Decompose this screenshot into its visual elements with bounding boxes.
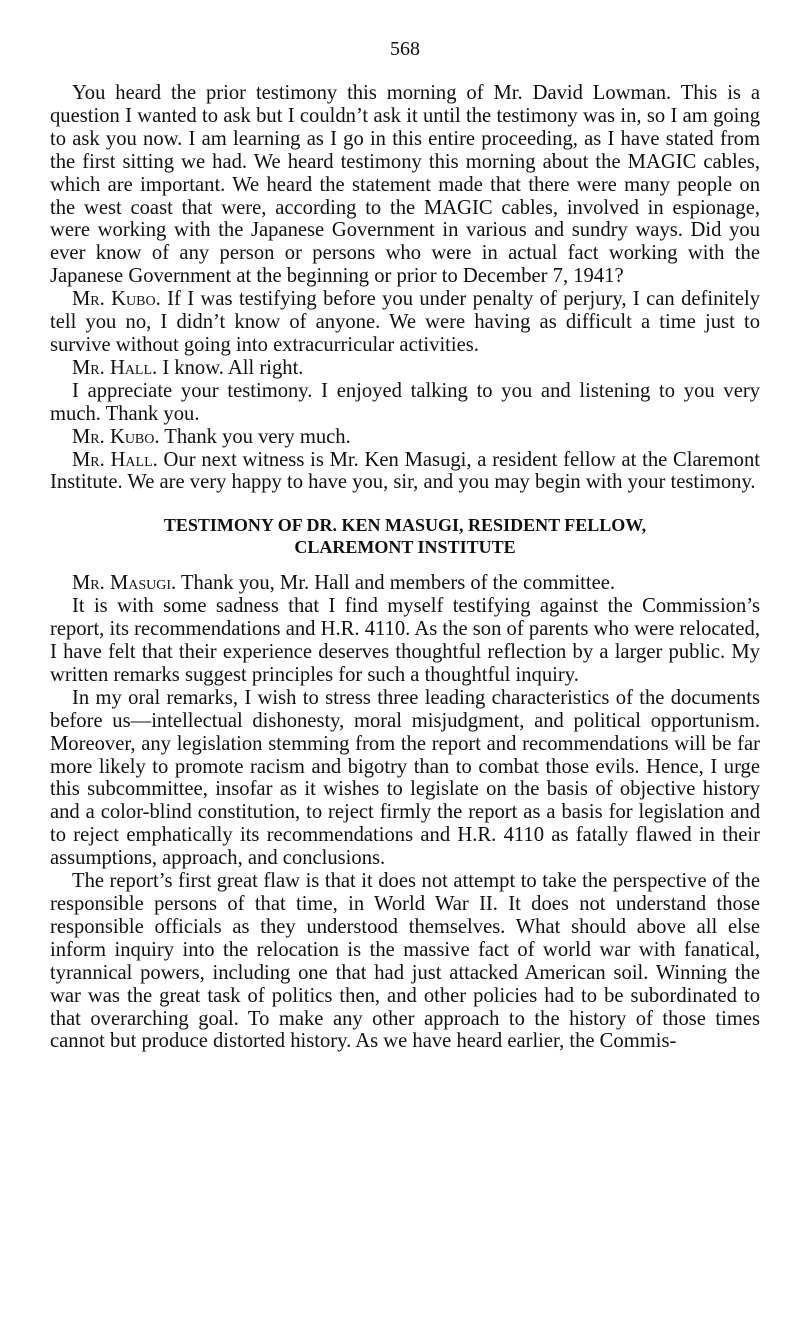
paragraph: In my oral remarks, I wish to stress three leading characteristics of the documents before us—intellectual dishonesty, moral misjudgment, and political opportunism. Moreover, any legislation stemming from the report and recommendations will be far more likely to promote racism and bigotry than to combat those evils. Hence, I urge this subcommittee, insofar as it wishes to legislate on the basis of objective history and a color-blind constitution, to reject firmly the report as a basis for legislation and to reject emphatically its recommendations and H.R. 4110 as fatally flawed in their assumptions, approach, and conclusions. [50,686,760,870]
paragraph: The report’s first great flaw is that it does not attempt to take the perspective of the responsible persons of that time, in World War II. It does not understand those responsible officials as they understood themselves. What should above all else inform inquiry into the relocation is the massive fact of world war with fanatical, tyrannical powers, including one that had just attacked American soil. Winning the war was the great task of politics then, and other policies had to be subordinated to that overarching goal. To make any other approach to the history of those times cannot but produce distorted history. As we have heard earlier, the Commis- [50,870,760,1053]
paragraph [50,449,760,495]
speaker-name: Mr. Kubo. [72,288,161,311]
paragraph: You heard the prior testimony this morning of Mr. David Lowman. This is a question I wanted to ask but I couldn’t ask it until the testimony was in, so I am going to ask you now. I am learning as I go in this entire proceeding, as I have stated from the first sitting we had. We heard testimony this morning about the MAGIC cables, which are important. We heard the statement made that there were many people on the west coast that were, according to the MAGIC cables, involved in espionage, were working with the Japanese Government in various and sundry ways. Did you ever know of any person or persons who were in actual fact working with the Japanese Government at the beginning or prior to December 7, 1941? [50,82,760,288]
speech-text: Thank you very much. [159,425,351,448]
speech-text: Our next witness is Mr. Ken Masugi, a resident fellow at the Claremont Institute. We are very happy to have you, sir, and you may begin with your testimony. [50,448,760,494]
page-number: 568 [390,38,420,60]
speaker-name: Mr. Masugi. [72,572,177,595]
speaker-name: Mr. Hall. [72,448,158,471]
section-heading-line: TESTIMONY OF DR. KEN MASUGI, RESIDENT FELLOW, [163,515,647,536]
paragraph: It is with some sadness that I find myself testifying against the Commission’s report, its recommendations and H.R. 4110. As the son of parents who were relocated, I have felt that their experience deserves thoughtful reflection by a larger public. My written remarks suggest principles for such a thoughtful inquiry. [50,595,760,686]
speech-text: Thank you, Mr. Hall and members of the committee. [176,572,616,595]
paragraph [50,357,760,380]
paragraph [50,426,760,449]
speech-text: I know. All right. [157,356,304,379]
section-heading-line: CLAREMONT INSTITUTE [294,537,516,558]
speech-text: If I was testifying before you under penalty of perjury, I can definitely tell you no, I didn’t know of anyone. We were having as difficult a time just to survive without going into extracurricular activities. [50,288,761,356]
paragraph [50,572,760,595]
speaker-name: Mr. Kubo. [72,425,160,448]
document-page [50,38,760,1053]
section-heading [50,514,760,558]
paragraph [50,288,760,357]
speaker-name: Mr. Hall. [72,356,158,379]
paragraph: I appreciate your testimony. I enjoyed talking to you and listening to you very much. Thank you. [50,379,760,425]
